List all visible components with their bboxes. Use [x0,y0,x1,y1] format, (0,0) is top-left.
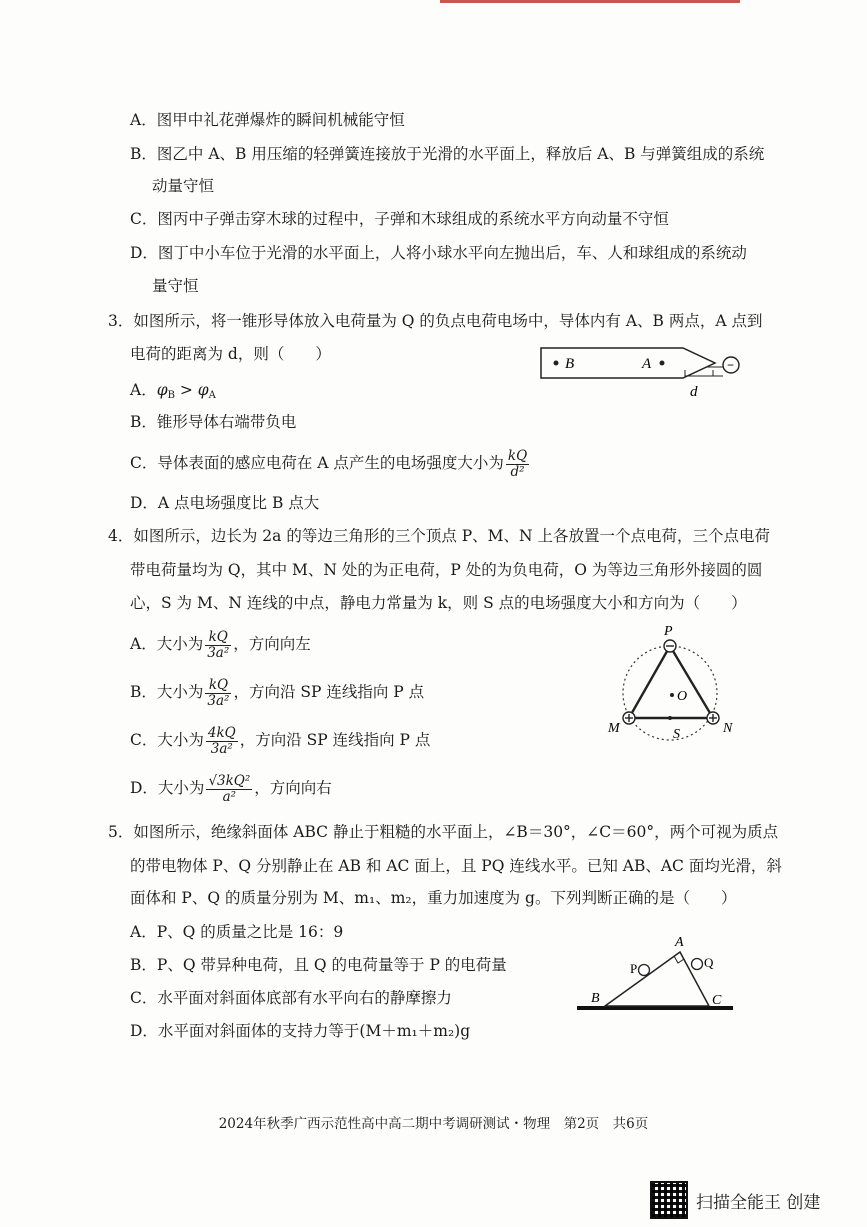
q2-option-a: A．图甲中礼花弹爆炸的瞬间机械能守恒 [130,111,405,129]
q2-option-d-line1: D．图丁中小车位于光滑的水平面上，人将小球水平向左抛出后，车、人和球组成的系统动 [130,244,747,262]
q5-stem-line3: 面体和 P、Q 的质量分别为 M、m₁、m₂，重力加速度为 g。下列判断正确的是（ ） [130,889,737,907]
qr-code-icon [650,1181,688,1219]
q4-stem-line3: 心，S 为 M、N 连线的中点，静电力常量为 k，则 S 点的电场强度大小和方向为（ ） [130,594,747,612]
q5-stem-line2: 的带电物体 P、Q 分别静止在 AB 和 AC 面上，且 PQ 连线水平。已知 AB、AC 面均光滑，斜 [130,857,782,875]
midpoint-s-dot [668,716,672,720]
point-b-dot [554,361,559,366]
page-footer: 2024年秋季广西示范性高中高二期中考调研测试・物理 第2页 共6页 [218,1116,649,1132]
point-a-label: A [642,356,652,372]
q5-stem-line1: 5．如图所示，绝缘斜面体 ABC 静止于粗糙的水平面上，∠B＝30°，∠C＝60°，两个可视为质点 [108,823,779,841]
q4-option-c: C．大小为 $\frac{4kQ}{\text{3a²}}$ ，方向沿 SP 连线指向 P 点 [130,724,431,757]
circumcircle [623,646,717,740]
q4-triangle-figure [600,618,750,748]
object-p [639,965,650,976]
q4-option-a: A．大小为 $\frac{kQ}{\text{3a²}}$ ，方向向左 [130,628,311,661]
q5-option-d: D．水平面对斜面体的支持力等于(M＋m₁＋m₂)g [130,1022,471,1040]
q3-option-c-fraction: $\frac{kQ}{\text{d²}}$ [507,447,528,480]
q4-option-d: D．大小为 $\frac{\text{√3kQ²}}{\text{a²}}$ ，方向向右 [130,772,332,805]
q3-stem-line2: 电荷的距离为 d，则（ ） [130,345,331,363]
q3-option-c: C．导体表面的感应电荷在 A 点产生的电场强度大小为 $\frac{kQ}{\text{d²}}$ [130,447,528,480]
q2-option-c: C．图丙中子弹击穿木球的过程中，子弹和木球组成的系统水平方向动量不守恒 [130,210,669,228]
q4-stem-line1: 4．如图所示，边长为 2a 的等边三角形的三个顶点 P、M、N 上各放置一个点电荷，三个点电荷 [108,527,771,545]
q3-option-b: B．锥形导体右端带负电 [130,413,297,431]
center-o-dot [670,693,674,697]
label-p: P [630,961,638,976]
label-n: N [723,721,733,736]
q3-conductor-figure [535,340,775,402]
label-s: S [673,727,680,742]
q2-option-b-line1: B．图乙中 A、B 用压缩的轻弹簧连接放于光滑的水平面上，释放后 A、B 与弹簧组成的系统 [130,145,765,163]
distance-d-label: d [690,384,698,400]
q2-option-b-line2: 动量守恒 [152,177,215,195]
q3-option-a: A．$\varphi_B > \varphi_A$ [130,381,216,401]
label-b: B [591,991,600,1006]
q3-option-d: D．A 点电场强度比 B 点大 [130,494,320,512]
label-q: Q [704,955,714,970]
point-b-label: B [565,356,575,372]
label-m: M [608,721,620,736]
scanner-watermark [650,1180,820,1220]
label-o: O [677,689,688,704]
point-a-dot [660,361,665,366]
equilateral-triangle [629,646,713,718]
q5-option-a: A．P、Q 的质量之比是 16：9 [130,923,344,941]
q5-incline-figure [575,930,740,1015]
object-q [692,959,703,970]
q5-option-c: C．水平面对斜面体底部有水平向右的静摩擦力 [130,989,452,1007]
scanner-label: 扫描全能王 创建 [696,1192,821,1213]
q4-stem-line2: 带电荷量均为 Q，其中 M、N 处的为正电荷，P 处的为负电荷，O 为等边三角形外接圆的圆 [130,561,763,579]
q4-option-b: B．大小为 $\frac{kQ}{\text{3a²}}$ ，方向沿 SP 连线指向 P 点 [130,676,425,709]
label-c: C [712,993,722,1008]
top-edge-mark [440,0,740,3]
q2-option-d-line2: 量守恒 [152,277,199,295]
negative-charge-sign: − [727,358,735,372]
label-a: A [675,935,684,950]
q3-stem-line1: 3．如图所示，将一锥形导体放入电荷量为 Q 的负点电荷电场中，导体内有 A、B 两点，A 点到 [108,312,763,330]
label-p: P [664,624,673,639]
q5-option-b: B．P、Q 带异种电荷，且 Q 的电荷量等于 P 的电荷量 [130,956,507,974]
